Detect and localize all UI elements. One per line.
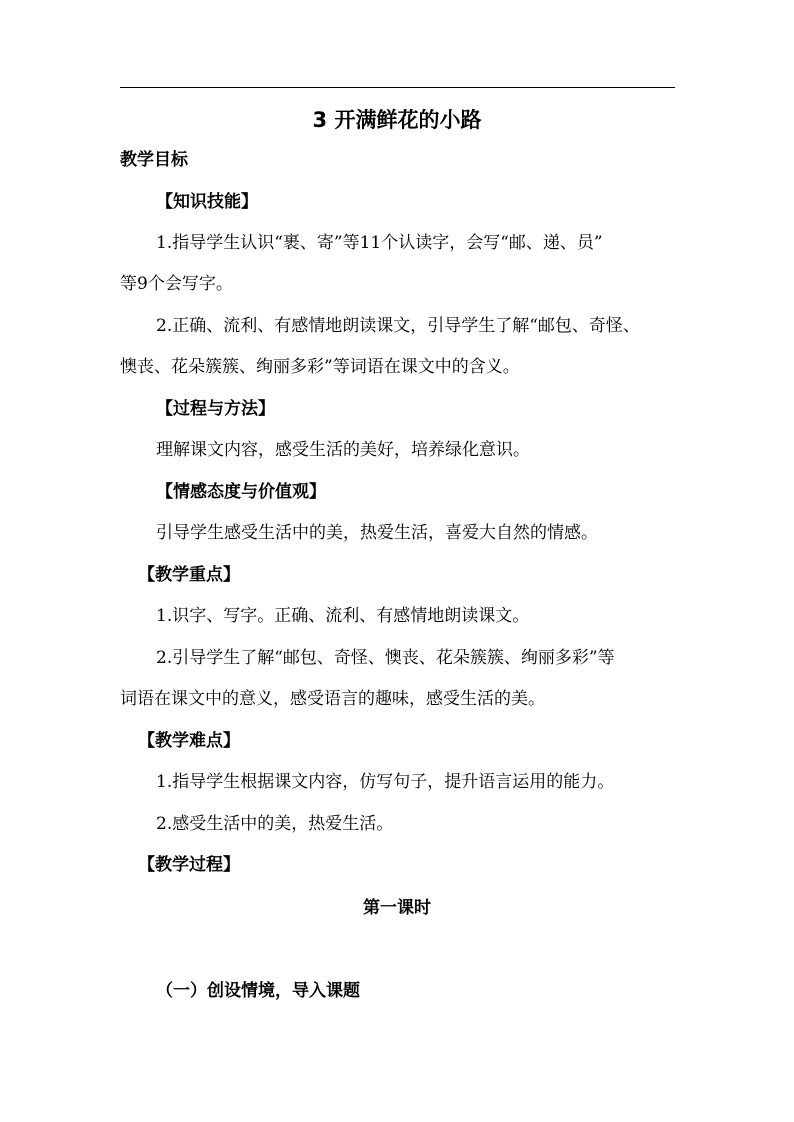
key-point-1: 1.识字、写字。正确、流利、有感情地朗读课文。 [156, 606, 530, 626]
page-title: 3 开满鲜花的小路 [312, 108, 482, 132]
process-heading: 【过程与方法】 [156, 399, 275, 419]
knowledge-item-2-line-2: 懊丧、花朵簇簇、绚丽多彩”等词语在课文中的含义。 [120, 357, 520, 377]
difficulty-1: 1.指导学生根据课文内容，仿写句子，提升语言运用的能力。 [156, 772, 615, 792]
key-point-2-line-1: 2.引导学生了解“邮包、奇怪、懊丧、花朵簇簇、绚丽多彩”等 [156, 648, 615, 668]
lesson-label: 第一课时 [363, 898, 431, 918]
emotion-text: 引导学生感受生活中的美，热爱生活，喜爱大自然的情感。 [156, 523, 598, 543]
emotion-heading: 【情感态度与价值观】 [156, 482, 326, 502]
key-points-heading: 【教学重点】 [138, 565, 240, 585]
teaching-process-heading: 【教学过程】 [138, 855, 240, 875]
process-text: 理解课文内容，感受生活的美好，培养绿化意识。 [156, 440, 530, 460]
difficulty-heading: 【教学难点】 [138, 731, 240, 751]
step-1-heading: （一）创设情境，导入课题 [156, 981, 360, 1001]
knowledge-item-2-line-1: 2.正确、流利、有感情地朗读课文，引导学生了解“邮包、奇怪、 [156, 316, 640, 336]
knowledge-item-1-line-1: 1.指导学生认识“裹、寄”等11个认读字，会写“邮、递、员” [156, 233, 603, 253]
header-rule [120, 87, 675, 88]
knowledge-heading: 【知识技能】 [156, 192, 258, 212]
key-point-2-line-2: 词语在课文中的意义，感受语言的趣味，感受生活的美。 [120, 689, 545, 709]
knowledge-item-1-line-2: 等9个会写字。 [120, 274, 233, 294]
section-heading-goals: 教学目标 [120, 150, 188, 170]
difficulty-2: 2.感受生活中的美，热爱生活。 [156, 814, 394, 834]
